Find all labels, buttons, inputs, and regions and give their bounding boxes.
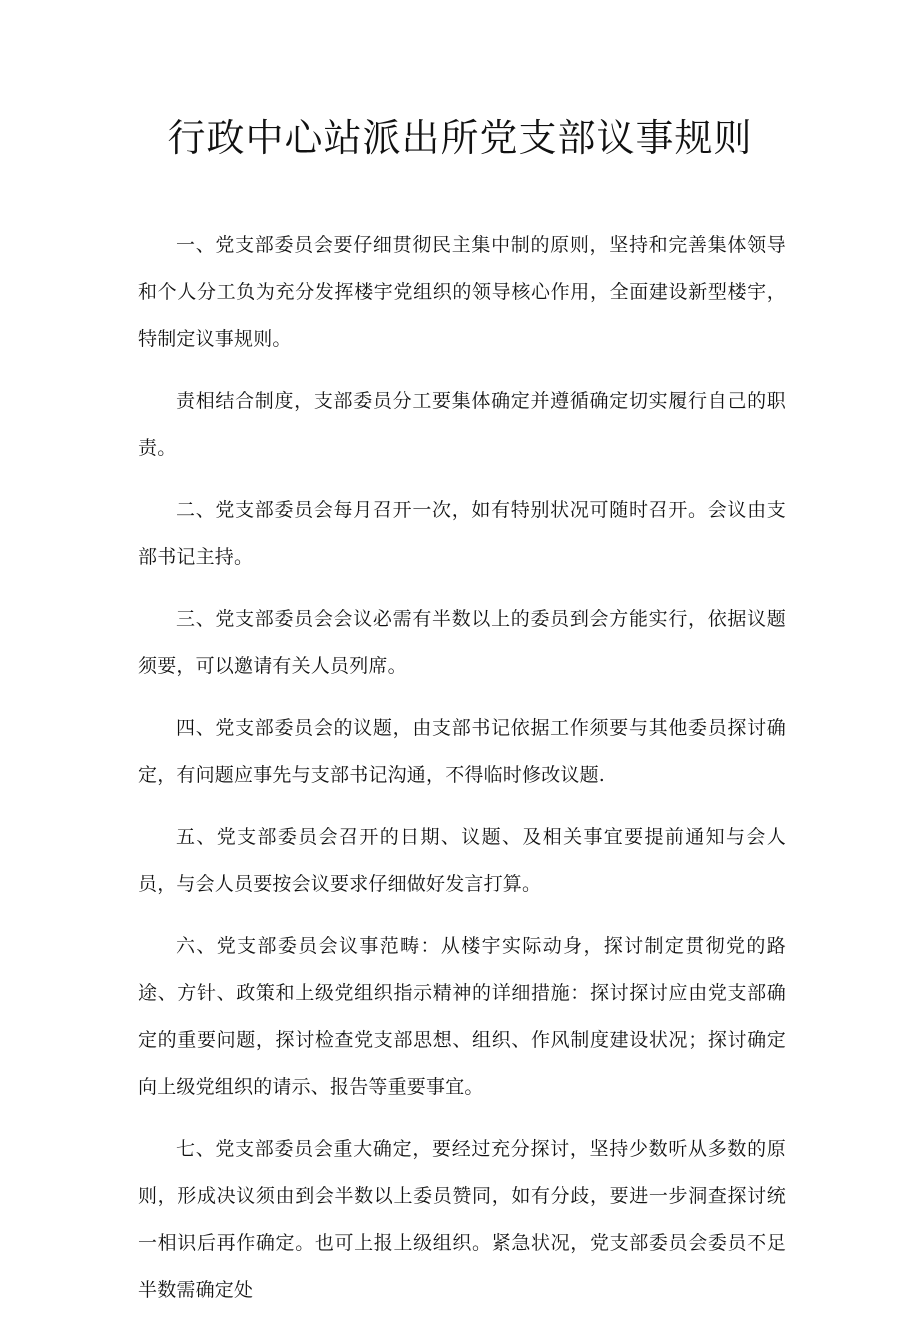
paragraph-8: 七、党支部委员会重大确定，要经过充分探讨，坚持少数听从多数的原则，形成决议须由到会半数以上委员赞同，如有分歧，要进一步洞查探讨统一相识后再作确定。也可上报上级组织。紧急状况，党支部委员会委员不足半数需确定处: [138, 1138, 786, 1301]
document-title: 行政中心站派出所党支部议事规则: [167, 116, 753, 160]
document-body: [138, 222, 786, 1329]
paragraph-3: 二、党支部委员会每月召开一次，如有特别状况可随时召开。会议由支部书记主持。: [138, 499, 786, 568]
paragraph-1: 一、党支部委员会要仔细贯彻民主集中制的原则，坚持和完善集体领导和个人分工负为充分发挥楼宇党组织的领导核心作用，全面建设新型楼宇，特制定议事规则。: [138, 234, 786, 350]
paragraph-2: 责相结合制度，支部委员分工要集体确定并遵循确定切实履行自己的职责。: [138, 390, 786, 459]
paragraph-4: 三、党支部委员会会议必需有半数以上的委员到会方能实行，依据议题须要，可以邀请有关人员列席。: [138, 608, 786, 677]
paragraph-7: 六、党支部委员会议事范畴：从楼宇实际动身，探讨制定贯彻党的路途、方针、政策和上级党组织指示精神的详细措施：探讨探讨应由党支部确定的重要问题，探讨检查党支部思想、组织、作风制度建设状况；探讨确定向上级党组织的请示、报告等重要事宜。: [138, 935, 786, 1098]
paragraph-5: 四、党支部委员会的议题，由支部书记依据工作须要与其他委员探讨确定，有问题应事先与支部书记沟通，不得临时修改议题.: [138, 717, 786, 786]
paragraph-6: 五、党支部委员会召开的日期、议题、及相关事宜要提前通知与会人员，与会人员要按会议要求仔细做好发言打算。: [138, 826, 786, 895]
